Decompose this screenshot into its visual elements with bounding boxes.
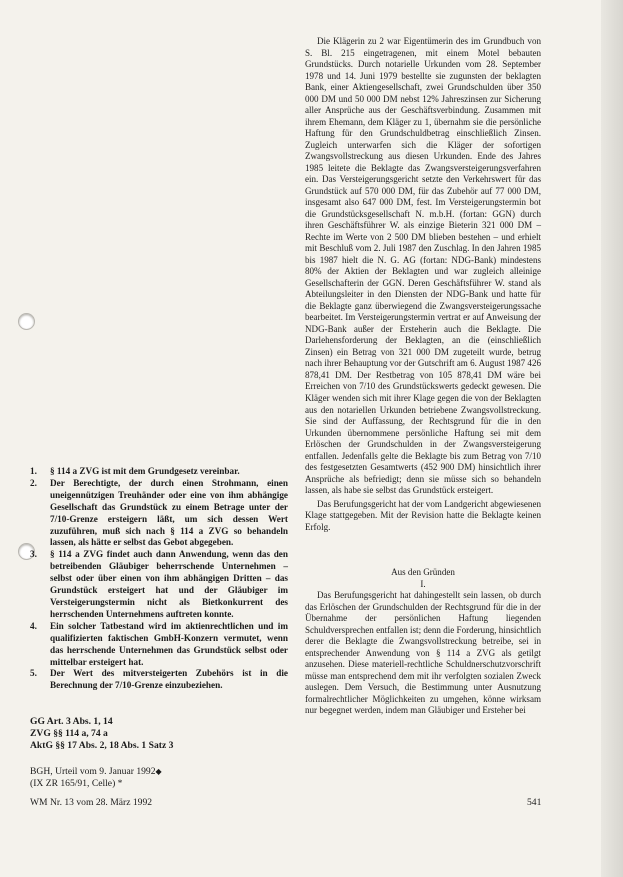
- page-number: 541: [527, 797, 542, 808]
- headnote-number: 2.: [30, 477, 37, 488]
- norm-line: AktG §§ 17 Abs. 2, 18 Abs. 1 Satz 3: [30, 740, 174, 751]
- decision-date: Urteil vom 9. Januar 1992: [55, 766, 156, 777]
- punch-hole-upper: [18, 313, 35, 330]
- body-text-column: [305, 36, 541, 717]
- decision-citation: [30, 766, 288, 790]
- headnote-item: [30, 621, 288, 669]
- page-edge-shadow: [601, 0, 623, 877]
- court-name: BGH,: [30, 766, 53, 777]
- journal-footer: WM Nr. 13 vom 28. März 1992: [30, 797, 153, 808]
- body-paragraph: Das Berufungsgericht hat der vom Landgericht abgewiesenen Klage stattgegeben. Mit der Revision hatte die Beklagte keinen Erfolg.: [305, 498, 541, 532]
- headnote-number: 5.: [30, 668, 37, 679]
- norm-references: [30, 716, 288, 752]
- headnote-text: Der Wert des mitversteigerten Zubehörs ist in die Berechnung der 7/10-Grenze einzubeziehen.: [50, 668, 288, 691]
- norm-line: ZVG §§ 114 a, 74 a: [30, 728, 108, 739]
- docket-number: (IX ZR 165/91, Celle): [30, 778, 116, 789]
- section-number: I.: [420, 578, 426, 589]
- headnote-number: 3.: [30, 549, 37, 560]
- headnote-item: [30, 466, 288, 478]
- headnote-text: Ein solcher Tatbestand wird im aktienrechtlichen und im qualifizierten faktischen GmbH-Konzern vermutet, wenn das herrschende Unternehmen das Grundstück selbst oder mittelbar ersteigert hat.: [50, 620, 288, 667]
- headnote-item: [30, 478, 288, 549]
- norm-line: GG Art. 3 Abs. 1, 14: [30, 716, 113, 727]
- headnote-number: 1.: [30, 466, 37, 476]
- headnote-text: § 114 a ZVG findet auch dann Anwendung, wenn das den betreibenden Gläubiger beherrschende Unternehmen – selbst oder über einen von ihm abhängigen Dritten – das Grundstück ersteigert hat und der Gläubiger im Versteigerungstermin nicht als Bietkonkurrent des herrschenden Unternehmens auftreten konnte.: [50, 549, 288, 619]
- asterisk-mark: *: [117, 778, 123, 789]
- diamond-icon: ◆: [155, 767, 162, 776]
- headnote-number: 4.: [30, 620, 37, 631]
- headnote-item: [30, 549, 288, 620]
- headnote-item: [30, 668, 288, 692]
- section-heading: Aus den Gründen: [391, 567, 455, 578]
- headnote-text: § 114 a ZVG ist mit dem Grundgesetz vereinbar.: [50, 466, 240, 476]
- headnotes-list: [30, 466, 288, 692]
- body-paragraph: Die Klägerin zu 2 war Eigentümerin des im Grundbuch von S. Bl. 215 eingetragenen, mit einem Motel bebauten Grundstücks. Durch notarielle Urkunden vom 28. September 1978 und 14. Juni 1979 bestellte sie zugunsten der beklagten Bank, einer Aktiengesellschaft, zwei Grundschulden über 350 000 DM und 50 000 DM nebst 12% Jahreszinsen zur Sicherung aller Ansprüche aus der Geschäftsverbindung. Zusammen mit ihrem Ehemann, dem Kläger zu 1, übernahm sie die persönliche Haftung für den Grundschuldbetrag einschließlich Zinsen. Zugleich unterwarfen sich die Kläger der sofortigen Zwangsvollstreckung aus diesen Urkunden. Ende des Jahres 1985 leitete die Beklagte das Zwangsversteigerungsverfahren ein. Das Versteigerungsgericht setzte den Verkehrswert für das Grundstück auf 570 000 DM, für das Zubehör auf 77 000 DM, insgesamt also 647 000 DM, fest. Im Versteigerungstermin bot die Grundstücksgesellschaft N. m.b.H. (fortan: GGN) durch ihren Geschäftsführer W. als einzige Bieterin 321 000 DM – Rechte im Werte von 2 500 DM blieben bestehen – und erhielt mit Beschluß vom 2. Juli 1987 den Zuschlag. In den Jahren 1985 bis 1987 hielt die N. G. AG (fortan: NDG-Bank) mindestens 80% der Aktien der Beklagten und war zugleich alleinige Gesellschafterin der GGN. Deren Geschäftsführer W. stand als Abteilungsleiter in den Diensten der NDG-Bank und hatte für die Beklagte ganz überwiegend die Zwangsversteigerungssache bearbeitet. Im Versteigerungstermin vertrat er auf Anweisung der NDG-Bank außer der Ersteherin auch die Beklagte. Die Darlehensforderung der Beklagten, an die (einschließlich Zinsen) ein Betrag von 321 000 DM zugeteilt wurde, betrug nach ihrer Behauptung vor der Gutschrift am 6. August 1987 426 878,41 DM. Der Restbetrag von 105 878,41 DM wäre bei Erreichen von 7/10 des Grundstückswerts gedeckt gewesen. Die Kläger wenden sich mit ihrer Klage gegen die von der Beklagten aus den notariellen Urkunden betriebene Zwangsvollstreckung. Sie sind der Auffassung, der Rechtsgrund für die in den Urkunden übernommene persönliche Haftung sei mit dem Erlöschen der Grundschulden in der Zwangsversteigerung entfallen. Jedenfalls gelte die Beklagte bis zum Betrag von 7/10 des festgesetzten Gesamtwerts (452 900 DM) hinsichtlich ihrer Ansprüche als befriedigt; denn sie müsse sich so behandeln lassen, als habe sie selbst das Grundstück ersteigert.: [305, 36, 541, 496]
- body-paragraph: Das Berufungsgericht hat dahingestellt sein lassen, ob durch das Erlöschen der Grundschulden der Rechtsgrund für die in der Übernahme der persönlichen Haftung liegenden Schuldversprechen entfallen ist; denn die Forderung, hinsichtlich derer die Beklagte die Zwangsvollstreckung betreibe, sei in entsprechender Anwendung von § 114 a ZVG als getilgt anzusehen. Diese materiell-rechtliche Schuldnerschutzvorschrift müsse man entsprechend dem mit ihr verfolgten sozialen Zweck auslegen. Dem Versuch, die Bestimmung unter Ausnutzung formalrechtlicher Möglichkeiten zu umgehen, könne wirksam nur begegnet werden, indem man Gläubiger und Ersteher bei: [305, 590, 541, 716]
- headnote-text: Der Berechtigte, der durch einen Strohmann, einen uneigennützigen Treuhänder oder eine von ihm abhängige Gesellschaft das Grundstück zu einem Betrage unter der 7/10-Grenze ersteigern läßt, um sich dessen Wert zuzuführen, muß sich nach § 114 a ZVG so behandeln lassen, als hätte er selbst das Gebot abgegeben.: [50, 477, 288, 548]
